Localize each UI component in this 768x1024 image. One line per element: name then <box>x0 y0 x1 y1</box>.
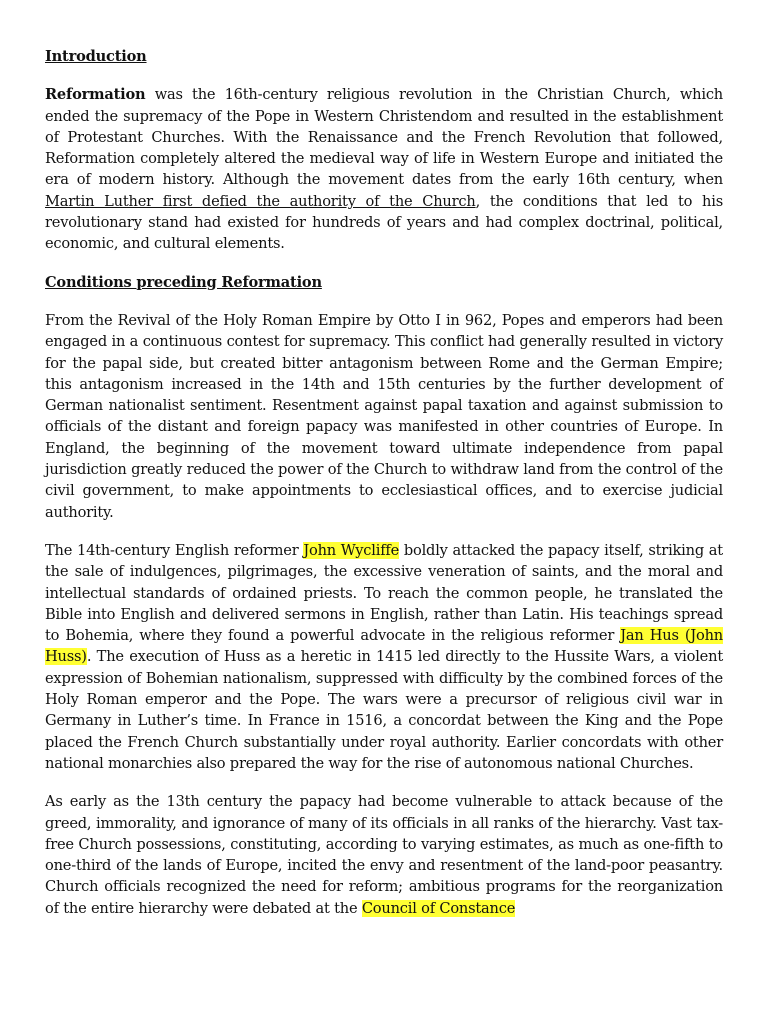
wycliffe-text-a: The 14th-century English reformer <box>45 541 304 559</box>
hus-highlight: Jan Hus (John Huss) <box>45 627 723 666</box>
holy-roman-empire-paragraph: From the Revival of the Holy Roman Empire by Otto I in 962, Popes and emperors had been engaged in a continuous contest for supremacy. This conflict had generally resulted in victory for the papal side, but created bitter antagonism between Rome and the German Empire; this antagonism increased in the 14th and 15th centuries by the further development of German nationalist sentiment. Resentment against papal taxation and against submission to officials of the distant and foreign papacy was manifested in other countries of Europe. In England, the beginning of the movement toward ultimate independence from papal jurisdiction greatly reduced the power of the Church to withdraw land from the control of the civil government, to make appointments to ecclesiastical offices, and to exercise judicial authority. <box>45 311 723 521</box>
papacy-paragraph <box>45 791 723 919</box>
luther-link[interactable]: Martin Luther first defied the authority of the Church <box>45 192 476 210</box>
intro-text-b: , the conditions that led to his revolutionary stand had existed for hundreds of years and had complex doctrinal, political, economic, and cultural elements. <box>45 192 723 253</box>
wycliffe-text-c: . The execution of Huss as a heretic in 1415 led directly to the Hussite Wars, a violent expression of Bohemian nationalism, suppressed with difficulty by the combined forces of the Holy Roman emperor and the Pope. The wars were a precursor of religious civil war in Germany in Luther’s time. In France in 1516, a concordat between the King and the Pope placed the French Church substantially under royal authority. Earlier concordats with other national monarchies also prepared the way for the rise of autonomous national Churches. <box>45 648 723 772</box>
reformation-term: Reformation <box>45 86 146 104</box>
wycliffe-highlight: John Wycliffe <box>303 541 400 559</box>
intro-text-a: was the 16th-century religious revolution in the Christian Church, which ended the supremacy of the Pope in Western Christendom and resulted in the establishment of Protestant Churches. With the Renaissance and the French Revolution that followed, Reformation completely altered the medieval way of life in Western Europe and initiated the era of modern history. Although the movement dates from the early 16th century, when <box>45 86 723 189</box>
introduction-heading: Introduction <box>45 48 147 65</box>
introduction-paragraph <box>45 84 723 254</box>
document-page <box>45 46 723 936</box>
conditions-heading: Conditions preceding Reformation <box>45 273 322 291</box>
wycliffe-text-b: boldly attacked the papacy itself, striking at the sale of indulgences, pilgrimages, the excessive veneration of saints, and the moral and intellectual standards of ordained priests. To reach the common people, he translated the Bible into English and delivered sermons in English, rather than Latin. His teachings spread to Bohemia, where they found a powerful advocate in the religious reformer <box>45 541 723 645</box>
papacy-text: As early as the 13th century the papacy had become vulnerable to attack because of the greed, immorality, and ignorance of many of its officials in all ranks of the hierarchy. Vast tax-free Church possessions, constituting, according to varying estimates, as much as one-fifth to one-third of the lands of Europe, incited the envy and resentment of the land-poor peasantry. Church officials recognized the need for reform; ambitious programs for the reorganization of the entire hierarchy were debated at the <box>45 793 723 917</box>
constance-highlight: Council of Constance <box>361 899 516 917</box>
wycliffe-paragraph <box>45 540 723 774</box>
